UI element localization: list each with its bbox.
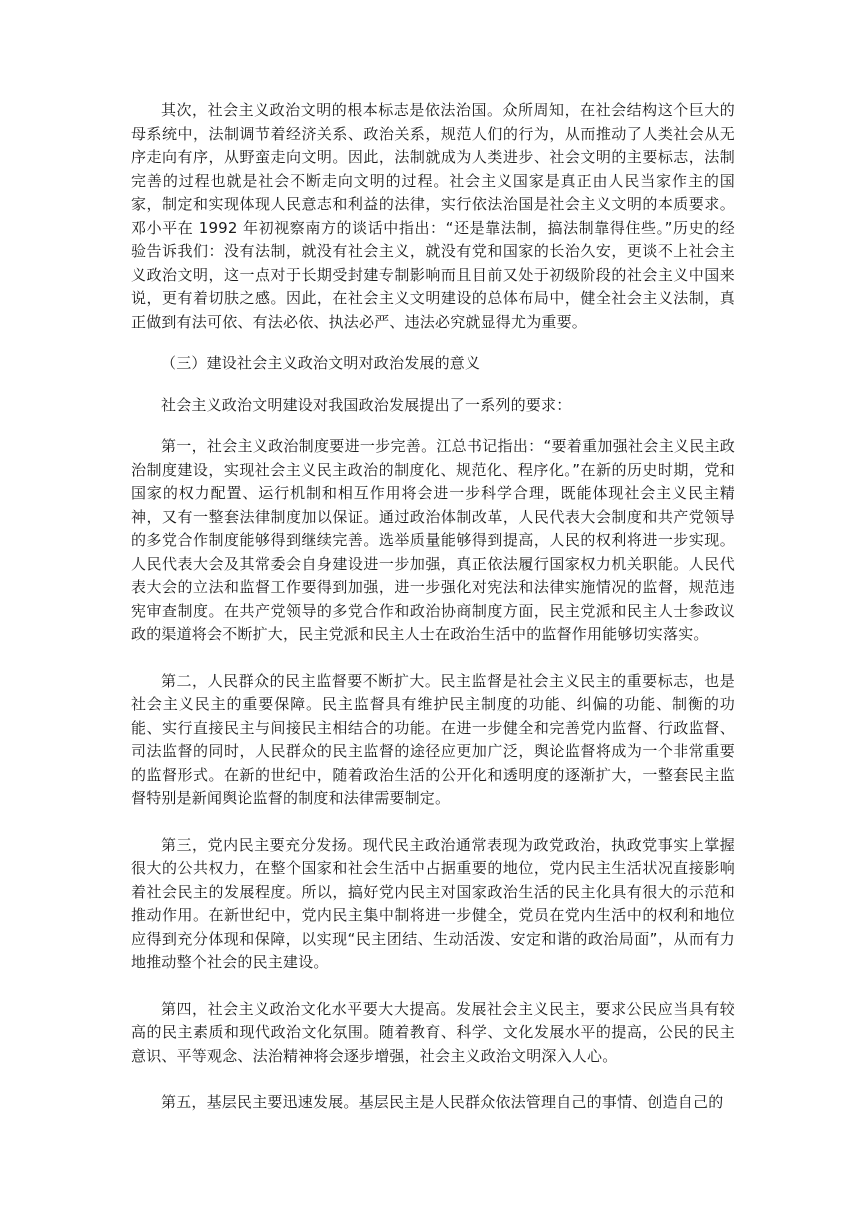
paragraph-second-requirement: 第二，人民群众的民主监督要不断扩大。民主监督是社会主义民主的重要标志，也是社会主义民主的重要保障。民主监督具有维护民主制度的功能、纠偏的功能、制衡的功能、实行直接民主与间接民主相结合的功能。在进一步健全和完善党内监督、行政监督、司法监督的同时，人民群众的民主监督的途径应更加广泛，舆论监督将成为一个非常重要的监督形式。在新的世纪中，随着政治生活的公开化和透明度的逐渐扩大，一整套民主监督特别是新闻舆论监督的制度和法律需要制定。 [131, 671, 735, 807]
spacer [131, 975, 735, 998]
paragraph-fourth-requirement: 第四，社会主义政治文化水平要大大提高。发展社会主义民主，要求公民应当具有较高的民主素质和现代政治文化氛围。随着教育、科学、文化发展水平的提高，公民的民主意识、平等观念、法治精神将会逐步增强，社会主义政治文明深入人心。 [131, 999, 735, 1065]
paragraph-fifth-requirement: 第五，基层民主要迅速发展。基层民主是人民群众依法管理自己的事情、创造自己的 [161, 1093, 724, 1111]
spacer [131, 417, 735, 435]
spacer [131, 334, 735, 352]
spacer [131, 1068, 735, 1091]
spacer [131, 376, 735, 394]
paragraph-intro-requirements: 社会主义政治文明建设对我国政治发展提出了一系列的要求： [161, 395, 572, 414]
document-page [131, 99, 735, 1115]
spacer [131, 647, 735, 670]
section-heading: （三）建设社会主义政治文明对政治发展的意义 [161, 354, 481, 372]
spacer [131, 811, 735, 834]
paragraph-rule-of-law: 其次，社会主义政治文明的根本标志是依法治国。众所周知，在社会结构这个巨大的母系统中，法制调节着经济关系、政治关系，规范人们的行为，从而推动了人类社会从无序走向有序，从野蛮走向文明。因此，法制就成为人类进步、社会文明的主要标志，法制完善的过程也就是社会不断走向文明的过程。社会主义国家是真正由人民当家作主的国家，制定和实现体现人民意志和利益的法律，实行依法治国是社会主义文明的本质要求。邓小平在 1992 年初视察南方的谈话中指出：“还是靠法制，搞法制靠得住些。”历史的经验告诉我们：没有法制，就没有社会主义，就没有党和国家的长治久安，更谈不上社会主义政治文明，这一点对于长期受封建专制影响而且目前又处于初级阶段的社会主义中国来说，更有着切肤之感。因此，在社会主义文明建设的总体布局中，健全社会主义法制，真正做到有法可依、有法必依、执法必严、违法必究就显得尤为重要。 [131, 101, 735, 331]
paragraph-third-requirement: 第三，党内民主要充分发扬。现代民主政治通常表现为政党政治，执政党事实上掌握很大的公共权力，在整个国家和社会生活中占据重要的地位，党内民主生活状况直接影响着社会民主的发展程度。所以，搞好党内民主对国家政治生活的民主化具有很大的示范和推动作用。在新世纪中，党内民主集中制将进一步健全，党员在党内生活中的权利和地位应得到充分体现和保障，以实现“民主团结、生动活泼、安定和谐的政治局面”，从而有力地推动整个社会的民主建设。 [131, 835, 735, 971]
paragraph-first-requirement: 第一，社会主义政治制度要进一步完善。江总书记指出：“要着重加强社会主义民主政治制度建设，实现社会主义民主政治的制度化、规范化、程序化。”在新的历史时期，党和国家的权力配置、运行机制和相互作用将会进一步科学合理，既能体现社会主义民主精神，又有一整套法律制度加以保证。通过政治体制改革，人民代表大会制度和共产党领导的多党合作制度能够得到继续完善。选举质量能够得到提高，人民的权利将进一步实现。人民代表大会及其常委会自身建设进一步加强，真正依法履行国家权力机关职能。人民代表大会的立法和监督工作要得到加强，进一步强化对宪法和法律实施情况的监督，规范违宪审查制度。在共产党领导的多党合作和政治协商制度方面，民主党派和民主人士参政议政的渠道将会不断扩大，民主党派和民主人士在政治生活中的监督作用能够切实落实。 [131, 437, 735, 643]
